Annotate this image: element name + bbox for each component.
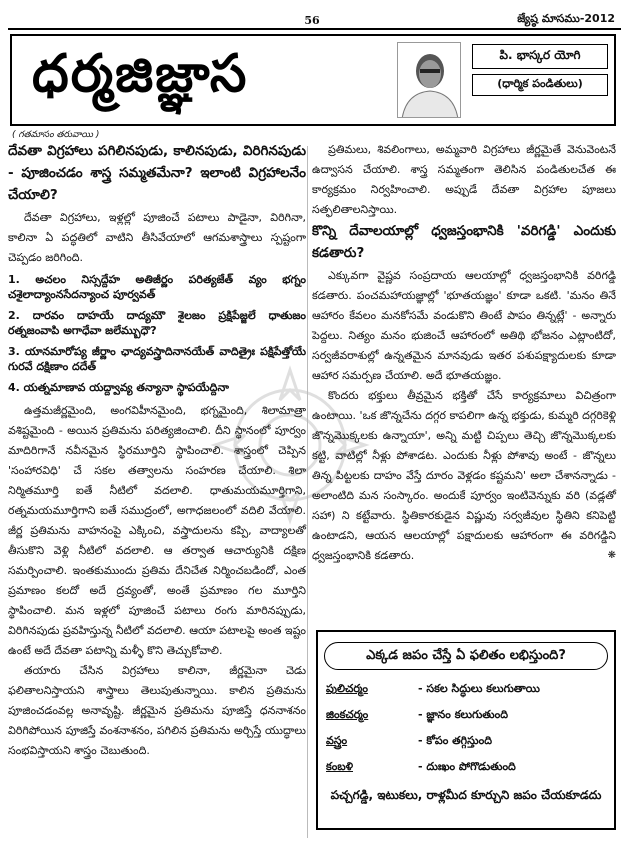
row-value: - దుఃఖం పోగొడుతుంది [418,760,516,773]
paragraph: ఎక్కువగా వైష్ణవ సంప్రదాయ ఆలయాల్లో ధ్వజస్తంభానికి వరిగడ్డి కడతారు. పంచమహాయజ్ఞాల్లో 'భూతయజ్ఞం' కూడా ఒకటి. 'మనం తినే ఆహారం కేవలం మనకోసమే వండుకొని తింటే పాపం తిన్నట్లే' - అన్నారు పెద్దలు. నిత్యం మనం భుజించే ఆహారంలో అతిథి భోజనం ఎట్లాంటిదో, సర్వజీవరాశుల్లో ఉన్నతమైన మానవుడు ఇతర పశుపక్ష్యాదులకు కూడా ఆహార సమర్పణ చేయాలి. అదే భూతయజ్ఞం. [312,269,616,382]
row-value: - కోపం తగ్గిస్తుంది [418,734,492,747]
box-row [318,754,614,780]
verse-item: 1. అచలం నిస్సద్దేహ అతిజీర్ణం పరిత్యజేత్ వ్యం భగ్నం చశైలాద్యాంనసేదన్యాంచ పూర్వవత్ [8,273,306,301]
row-label: వస్త్రం [326,734,348,747]
verse-item: 4. యత్నమాణావ యద్ద్వావ్య తన్యానా స్థాపయేద్దినా [8,381,229,394]
paragraph: తయారు చేసిన విగ్రహాలు కాలినా, జీర్ణమైనా చెడు ఫలితాలనిస్తాయని శాస్త్రాలు తెలుపుతున్నాయి. కాలిన ప్రతిమను పూజించడంవల్ల అనావృష్టి. జీర్ణమైన ప్రతిమను పూజిస్తే ధననాశనం విరిగిపోయిన పూజిస్తే వంశనాశనం, పగిలిన ప్రతిమను అర్చిస్తే యుద్ధాలు సంభవిస్తాయని శాస్త్రం చెబుతుంది. [8,664,306,757]
row-label: జింకచర్మం [326,708,369,721]
paragraph: ఉత్తమజీర్ణమైంది, అంగవిహీనమైంది, భగ్నమైంది, శిలామాత్రా వశిష్టమైంది - అయిన ప్రతిమను పరిత్యజించాలి. దీని స్థానంలో పూర్వం మాదిరిగానే నవీనమైన స్థిరమూర్తిని స్థాపించాలి. శాస్త్రంలో చెప్పిన 'సంహారవిధి' చే సకల తత్వాలను సంహరణ చేయాలి. శిలా నిర్మితమూర్తి ఐతే నీటిలో వదలాలి. ధాతుమయమూర్తిగాని, రత్నమయమూర్తిగాని ఐతే సముద్రంలో, అగాధజలంలో వదిలి వేయాలి. జీర్ణ ప్రతిమను వాహనంపై ఎక్కించి, వస్త్రాదులను కప్పి, వాద్యాలతో తీసుకొని వెళ్లి నీటిలో వదలాలి. ఆ తర్వాత ఆచార్యునికి దక్షిణ సమర్పించాలి. ఇంతకుముందు ప్రతిమ దేనిచేత నిర్మించబడిందో, ఎంత ప్రమాణం కలదో అదే ద్రవ్యంతో, అంతే ప్రమాణం గల మూర్తిని స్థాపించాలి. మన ఇళ్లలో పూజించే పటాలు రంగు మారినప్పుడు, విరిగినపుడు ప్రవహిస్తున్న నీటిలో వదలాలి. ఆయా పటాలపై అంత ఇష్టం ఉంటే అదే దేవతా పటాన్ని మళ్ళీ కొని తెచ్చుకోవాలి. [8,404,306,657]
left-column [8,140,306,761]
japa-info-box [316,630,616,830]
page-title: ధర్మజిజ్ఞాస [32,44,249,104]
end-mark-icon: ❋ [607,550,616,561]
top-rule [8,28,621,30]
row-value: - జ్ఞానం కలుగుతుంది [418,708,508,721]
header-box [10,34,616,126]
question-heading: దేవతా విగ్రహాలు పగిలినపుడు, కాలినపుడు, విరిగినపుడు - పూజించడం శాస్త్ర సమ్మతమేనా? ఇలాంటి విగ్రహాలనేం చేయాలి? [8,143,306,203]
column-divider [307,146,308,838]
author-role: (ధార్మిక పండితులు) [472,74,608,96]
page-number: 56 [304,14,320,27]
row-label: కంబళి [326,760,353,773]
author-name: పి. భాస్కర యోగి [472,44,608,69]
paragraph-text: కొందరు భక్తులు తీవ్రమైన భక్తితో చేసే కార్యక్రమాలు విచిత్రంగా ఉంటాయి. 'ఒక జొన్నచేను దగ్గర కాపలిగా ఉన్న భక్తుడు, కుమ్మరి దగ్గరికెళ్లి జొన్నమొక్కలకు ఉన్నాయా', అన్ని మట్టి చిప్పలు తెచ్చి జొన్నమొక్కలకు కట్టి, వాటిల్లో నీళ్లు పోశాడట. ఎందుకు నీళ్లు పోశావు అంటే - జొన్నలు తిన్న పిట్టలకు దాహం వేస్తే దూరం వెళ్లడం కష్టమని' అలా చేశానన్నాడు - అలాంటిది మన సంస్కారం. అందుకే పూర్వం ఇంటివెన్నుకు వరి (వడ్లతో సహా) ని కట్టేవారు. స్థితికారకుడైన విష్ణువు సర్వజీవుల స్థితిని కనిపెట్టి ఉంటాడని, ఆయన ఆలయాల్లో పక్షాదులకు ఆహారంగా ఈ వరిగడ్డిని ధ్వజస్తంభానికి కడతారు. [312,389,616,562]
verse-list [8,272,306,395]
box-title: ఎక్కడ జపం చేస్తే ఏ ఫలితం లభిస్తుంది? [324,642,608,670]
paragraph [312,386,616,566]
verse-item: 3. యానమారోప్య జీర్ణాం ఛాద్యవస్త్రాదినానయేత్ వాదిత్రైః పక్షిపేత్తోయే గురవే దక్షిణాం దదేత్ [8,345,306,373]
box-row [318,702,614,728]
verse-item: 2. దారవం దాహయే దాద్యమౌ శైలజం ప్రక్షిపేజ్జలే ధాతుజం రత్నజంవాపి అగాధేవా జలేమ్బుధౌ? [8,309,306,337]
author-photo [397,42,461,118]
issue-label: జ్యేష్ఠ మాసము-2012 [517,12,615,25]
box-row [318,676,614,702]
box-footer: పచ్చగడ్డి, ఇటుకలు, రాళ్లమీద కూర్చుని జపం చేయకూడదు [330,788,602,802]
paragraph: దేవతా విగ్రహాలు, ఇళ్లల్లో పూజించే పటాలు పాడైనా, విరిగినా, కాలినా ఏ పద్ధతిలో వాటిని తీసివేయాలో ఆగమశాస్త్రాలు స్పష్టంగా చెప్పడం జరిగింది. [8,211,306,264]
continued-label: ( గతమాసం తరువాయి ) [12,130,100,140]
right-column [312,140,616,566]
question-heading: కొన్ని దేవాలయాల్లో ధ్వజస్తంభానికి 'వరిగడ్డి' ఎందుకు కడతారు? [312,223,616,261]
paragraph: ప్రతిమలు, శివలింగాలు, అమ్మవారి విగ్రహాలు జీర్ణమైతే వెనువెంటనే ఉద్వాసన చేయాలి. శాస్త్ర సమ్మతంగా తెలిసిన పండితులచేత ఈ కార్యక్రమం నిర్వహించాలి. అప్పుడే దేవతా విగ్రహాల పూజలు సత్ఫలితాలనిస్తాయి. [312,143,616,216]
row-label: పులిచర్మం [326,682,368,695]
box-row [318,728,614,754]
row-value: - సకల సిద్ధులు కలుగుతాయి [418,682,540,695]
